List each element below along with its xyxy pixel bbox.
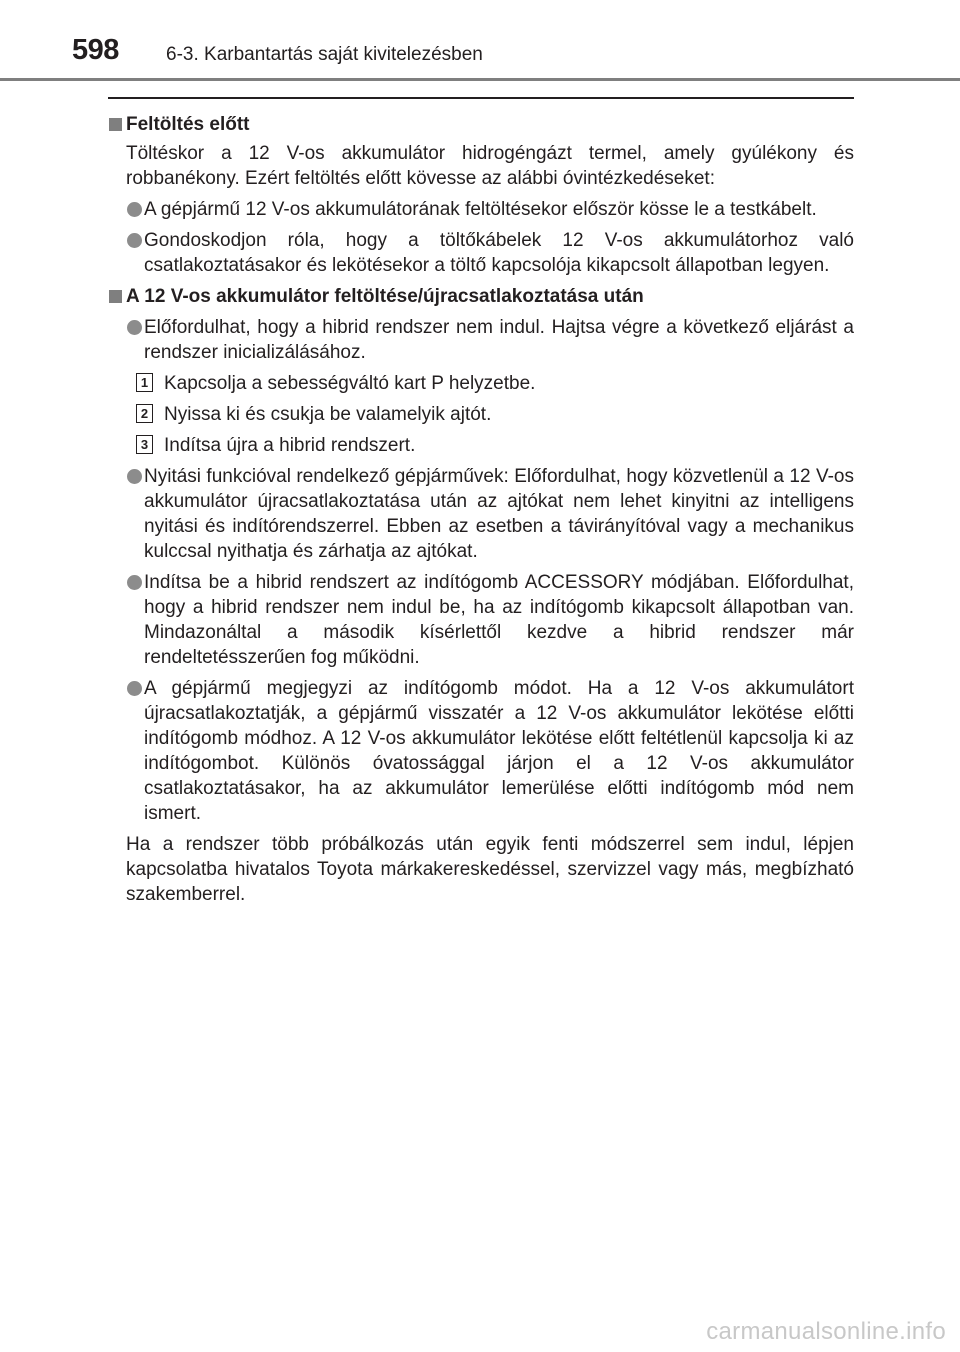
header-divider — [0, 78, 960, 81]
circle-bullet-icon — [127, 320, 142, 335]
content-top-rule — [108, 97, 854, 99]
list-item — [108, 228, 854, 278]
circle-bullet-icon — [127, 202, 142, 217]
page-number: 598 — [72, 34, 119, 66]
list-item — [108, 570, 854, 670]
list-item — [108, 464, 854, 564]
page-header — [0, 0, 960, 80]
step-number-box: 3 — [136, 435, 153, 454]
section-heading — [108, 112, 854, 137]
step-item — [108, 371, 854, 396]
step-text: Indítsa újra a hibrid rendszert. — [164, 435, 416, 456]
list-item — [108, 676, 854, 826]
step-text: Kapcsolja a sebességváltó kart P helyzetbe. — [164, 373, 536, 394]
circle-bullet-icon — [127, 575, 142, 590]
list-item-text: Nyitási funkcióval rendelkező gépjárművek: Előfordulhat, hogy közvetlenül a 12 V-os akkumulátor újracsatlakoztatása után az ajtókat nem lehet kinyitni az intelligens nyitási és indítórendszerrel. Ebben az esetben a távirányítóval vagy a mechanikus kulccsal nyithatja és zárhatja az ajtókat. — [144, 466, 854, 562]
list-item-text: A gépjármű 12 V-os akkumulátorának feltöltésekor először kösse le a testkábelt. — [144, 199, 817, 220]
step-text: Nyissa ki és csukja be valamelyik ajtót. — [164, 404, 492, 425]
step-item — [108, 433, 854, 458]
step-item — [108, 402, 854, 427]
list-item-text: Indítsa be a hibrid rendszert az indítógomb ACCESSORY módjában. Előfordulhat, hogy a hibrid rendszer nem indul be, ha az indítógomb kikapcsolt állapotban van. Mindazonáltal a második kísérlettől kezdve a hibrid rendszer már rendeltetésszerűen fog működni. — [144, 572, 854, 668]
page-content — [108, 108, 854, 907]
step-number-box: 2 — [136, 404, 153, 423]
list-item — [108, 315, 854, 365]
square-bullet-icon — [109, 118, 122, 131]
step-number-box: 1 — [136, 373, 153, 392]
list-item-text: A gépjármű megjegyzi az indítógomb módot. Ha a 12 V-os akkumulátort újracsatlakoztatják, a gépjármű visszatér a 12 V-os akkumulátor lekötése előtti indítógomb módhoz. A 12 V-os akkumulátor lekötése előtt feltétlenül kapcsolja ki az indítógombot. Különös óvatossággal járjon el a 12 V-os akkumulátor csatlakoztatásakor, ha az akkumulátor lemerülése előtti indítógomb mód nem ismert. — [144, 678, 854, 824]
list-item-text: Előfordulhat, hogy a hibrid rendszer nem indul. Hajtsa végre a következő eljárást a rendszer inicializálásához. — [144, 317, 854, 363]
list-item — [108, 197, 854, 222]
closing-paragraph: Ha a rendszer több próbálkozás után egyik fenti módszerrel sem indul, lépjen kapcsolatba hivatalos Toyota márkakereskedéssel, szervizzel vagy más, megbízható szakemberrel. — [126, 834, 854, 905]
heading-text: A 12 V-os akkumulátor feltöltése/újracsatlakoztatása után — [126, 286, 644, 307]
heading-text: Feltöltés előtt — [126, 114, 250, 135]
intro-paragraph: Töltéskor a 12 V-os akkumulátor hidrogéngázt termel, amely gyúlékony és robbanékony. Ezért feltöltés előtt kövesse az alábbi óvintézkedéseket: — [126, 143, 854, 189]
square-bullet-icon — [109, 290, 122, 303]
section-title: 6-3. Karbantartás saját kivitelezésben — [166, 44, 483, 65]
list-item-text: Gondoskodjon róla, hogy a töltőkábelek 12 V-os akkumulátorhoz való csatlakoztatásakor és lekötésekor a töltő kapcsolója kikapcsolt állapotban legyen. — [144, 230, 854, 276]
circle-bullet-icon — [127, 469, 142, 484]
watermark: carmanualsonline.info — [706, 1318, 946, 1345]
circle-bullet-icon — [127, 233, 142, 248]
circle-bullet-icon — [127, 681, 142, 696]
section-heading — [108, 284, 854, 309]
